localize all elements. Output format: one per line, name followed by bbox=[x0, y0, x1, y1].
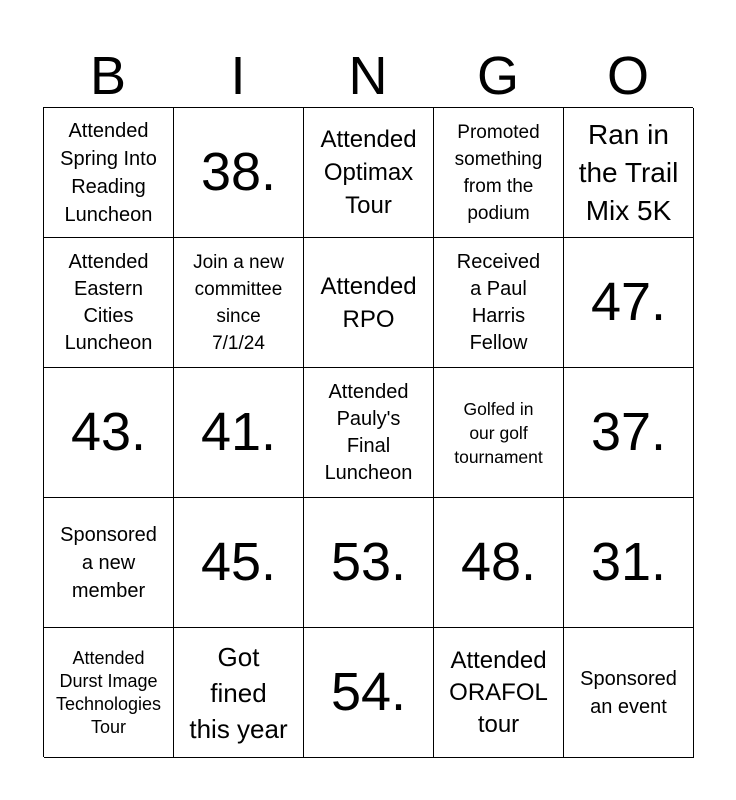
cell-text: Attended Pauly's Final Luncheon bbox=[324, 380, 413, 484]
cell-number: 37. bbox=[590, 401, 667, 462]
bingo-cell[interactable] bbox=[434, 108, 564, 238]
header-letter-i: I bbox=[230, 46, 246, 106]
bingo-cell[interactable] bbox=[434, 238, 564, 368]
cell-text: Attended Eastern Cities Luncheon bbox=[64, 250, 153, 354]
bingo-cell[interactable] bbox=[44, 238, 174, 368]
bingo-cell[interactable] bbox=[304, 628, 434, 758]
cell-text: Got fined this year bbox=[189, 641, 288, 744]
header-letter-o: O bbox=[606, 46, 649, 106]
cell-text: Attended Optimax Tour bbox=[320, 126, 417, 219]
bingo-cell[interactable] bbox=[174, 108, 304, 238]
cell-text: Join a new committee since 7/1/24 bbox=[193, 251, 284, 354]
cell-text: Sponsored a new member bbox=[60, 523, 157, 602]
bingo-cell[interactable] bbox=[174, 628, 304, 758]
bingo-cell[interactable] bbox=[174, 498, 304, 628]
bingo-cell[interactable] bbox=[564, 238, 694, 368]
bingo-cell[interactable] bbox=[174, 238, 304, 368]
cell-text: Attended RPO bbox=[320, 272, 417, 333]
cell-number: 31. bbox=[590, 531, 667, 592]
header-letter-n: N bbox=[348, 46, 388, 106]
cell-text: Ran in the Trail Mix 5K bbox=[578, 118, 679, 226]
cell-text: Received a Paul Harris Fellow bbox=[456, 250, 541, 354]
bingo-header bbox=[43, 44, 693, 108]
bingo-cell[interactable] bbox=[304, 368, 434, 498]
bingo-cell[interactable] bbox=[434, 368, 564, 498]
cell-number: 38. bbox=[200, 141, 277, 202]
bingo-cell[interactable] bbox=[44, 628, 174, 758]
cell-number: 53. bbox=[330, 531, 407, 592]
header-letter-b: B bbox=[89, 46, 127, 106]
header-letter-g: G bbox=[476, 46, 519, 106]
cell-text: Attended Durst Image Technologies Tour bbox=[55, 647, 162, 737]
bingo-board bbox=[43, 107, 693, 757]
cell-text: Sponsored an event bbox=[580, 667, 677, 718]
bingo-cell[interactable] bbox=[304, 498, 434, 628]
bingo-cell[interactable] bbox=[44, 108, 174, 238]
bingo-cell[interactable] bbox=[44, 368, 174, 498]
bingo-cell[interactable] bbox=[304, 108, 434, 238]
cell-number: 47. bbox=[590, 271, 667, 332]
bingo-cell[interactable] bbox=[564, 368, 694, 498]
bingo-cell[interactable] bbox=[44, 498, 174, 628]
cell-text: Attended Spring Into Reading Luncheon bbox=[60, 119, 157, 226]
cell-number: 41. bbox=[200, 401, 277, 462]
bingo-cell[interactable] bbox=[564, 108, 694, 238]
cell-text: Golfed in our golf tournament bbox=[454, 398, 543, 467]
cell-number: 48. bbox=[460, 531, 537, 592]
cell-number: 43. bbox=[70, 401, 147, 462]
bingo-cell[interactable] bbox=[434, 498, 564, 628]
bingo-cell[interactable] bbox=[564, 628, 694, 758]
bingo-cell[interactable] bbox=[434, 628, 564, 758]
cell-text: Promoted something from the podium bbox=[454, 121, 543, 224]
cell-number: 54. bbox=[330, 661, 407, 722]
bingo-cell[interactable] bbox=[564, 498, 694, 628]
bingo-cell[interactable] bbox=[304, 238, 434, 368]
bingo-cell[interactable] bbox=[174, 368, 304, 498]
cell-text: Attended ORAFOL tour bbox=[449, 646, 548, 738]
cell-number: 45. bbox=[200, 531, 277, 592]
